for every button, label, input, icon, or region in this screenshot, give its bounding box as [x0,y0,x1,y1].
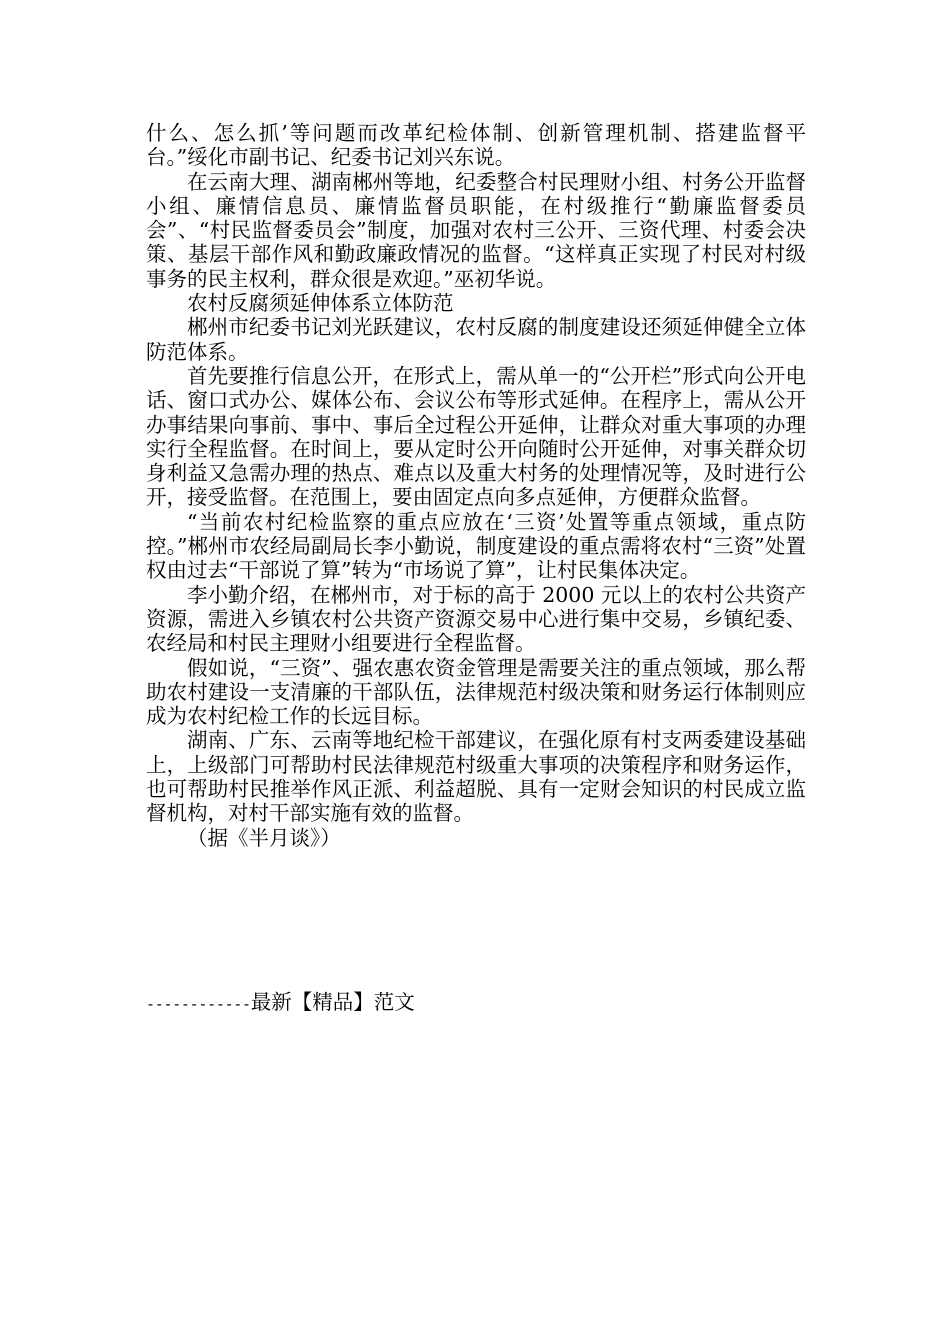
paragraph-information-disclosure: 首先要推行信息公开，在形式上，需从单一的“公开栏”形式向公开电话、窗口式办公、媒体公布、会议公布等形式延伸。在程序上，需从公开办事结果向事前、事中、事后全过程公开延伸，让群众对重大事项的办理实行全程监督。在时间上，要从定时公开向随时公开延伸，对事关群众切身利益又急需办理的热点、难点以及重大村务的处理情况等，及时进行公开，接受监督。在范围上，要由固定点向多点延伸，方便群众监督。 [146,363,806,510]
footer-label: 最新【精品】范文 [250,990,415,1014]
paragraph-continuation: 什么、怎么抓’等问题而改革纪检体制、创新管理机制、搭建监督平台。”绥化市副书记、纪委书记刘兴东说。 [146,121,806,170]
source-citation: （据《半月谈》） [187,825,341,850]
paragraph-sanzi-quote: “当前农村纪检监察的重点应放在‘三资’处置等重点领域，重点防控。”郴州市农经局副局长李小勤说，制度建设的重点需将农村“三资”处置权由过去“干部说了算”转为“市场说了算”，让村民集体决定。 [146,509,806,583]
footer-dashes: ------------ [146,995,251,1013]
document-body [146,121,806,850]
paragraph-long-term-goal: 假如说，“三资”、强农惠农资金管理是需要关注的重点领域，那么帮助农村建设一支清廉的干部队伍，法律规范村级决策和财务运行体制则应成为农村纪检工作的长远目标。 [146,655,806,729]
paragraph-yunnan-dali: 在云南大理、湖南郴州等地，纪委整合村民理财小组、村务公开监督小组、廉情信息员、廉情监督员职能，在村级推行“勤廉监督委员会”、“村民监督委员会”制度，加强对农村三公开、三资代理、村委会决策、基层干部作风和勤政廉政情况的监督。“这样真正实现了村民对村级事务的民主权利，群众很是欢迎。”巫初华说。 [146,169,806,291]
paragraph-chenzhou-suggestion: 郴州市纪委书记刘光跃建议，农村反腐的制度建设还须延伸健全立体防范体系。 [146,315,806,364]
section-heading: 农村反腐须延伸体系立体防范 [187,291,454,316]
paragraph-li-xiaoqin: 李小勤介绍，在郴州市，对于标的高于 2000 元以上的农村公共资产资源，需进入乡镇农村公共资产资源交易中心进行集中交易，乡镇纪委、农经局和村民主理财小组要进行全程监督。 [146,582,806,656]
footer-banner [146,990,415,1016]
paragraph-cadre-suggestion: 湖南、广东、云南等地纪检干部建议，在强化原有村支两委建设基础上，上级部门可帮助村民法律规范村级重大事项的决策程序和财务运作，也可帮助村民推举作风正派、利益超脱、具有一定财会知识的村民成立监督机构，对村干部实施有效的监督。 [146,728,806,826]
